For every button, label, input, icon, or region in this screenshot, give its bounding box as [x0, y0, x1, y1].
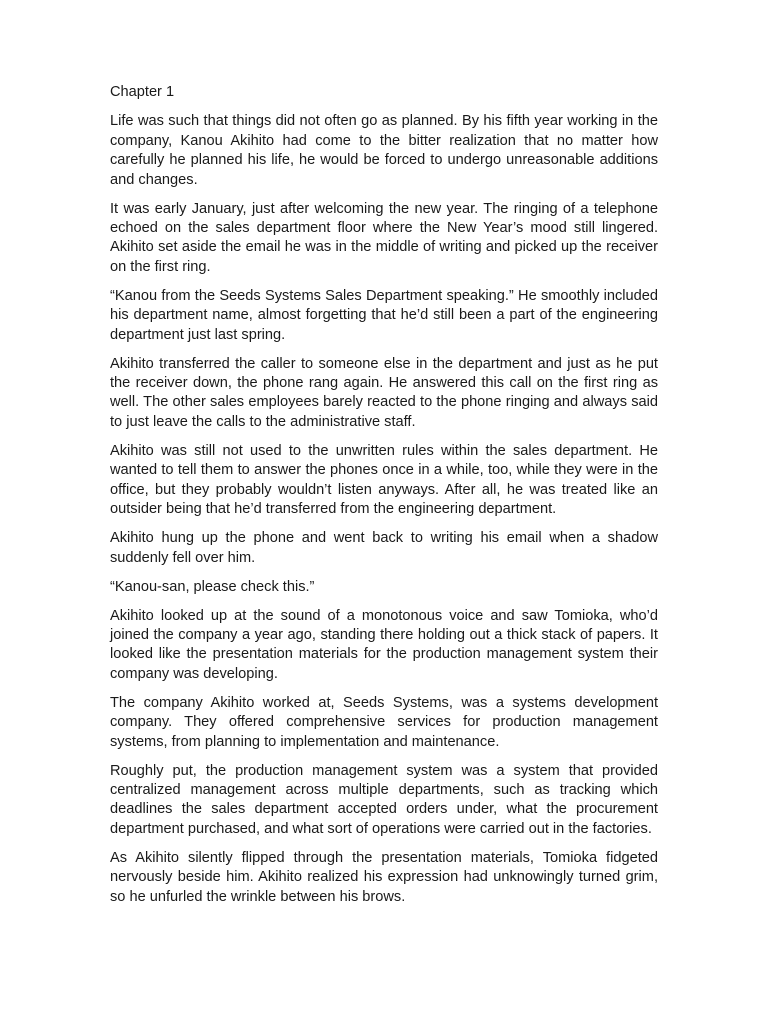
paragraph-8: Akihito looked up at the sound of a monotonous voice and saw Tomioka, who’d joined the company a year ago, standing there holding out a thick stack of papers. It looked like the presentation materials for the production management system their company was developing.	[110, 607, 658, 682]
paragraph-7: “Kanou-san, please check this.”	[110, 578, 315, 595]
paragraph-6: Akihito hung up the phone and went back to writing his email when a shadow suddenly fell over him.	[110, 530, 658, 566]
paragraph-5: Akihito was still not used to the unwritten rules within the sales department. He wanted to tell them to answer the phones once in a while, too, while they were in the office, but they probably wouldn’t listen anyways. After all, he was treated like an outsider being that he’d transferred from the engineering department.	[110, 442, 658, 518]
chapter-heading: Chapter 1	[110, 84, 175, 100]
paragraph-2: It was early January, just after welcoming the new year. The ringing of a telephone echoed on the sales department floor where the New Year’s mood still lingered. Akihito set aside the email he was in the middle of writing and picked up the receiver on the first ring.	[110, 200, 658, 275]
paragraph-11: As Akihito silently flipped through the presentation materials, Tomioka fidgeted nervously beside him. Akihito realized his expression had unknowingly turned grim, so he unfurled the wrinkle between his brows.	[110, 849, 658, 905]
paragraph-10: Roughly put, the production management system was a system that provided centralized management across multiple departments, such as tracking which deadlines the sales department accepted orders under, what the procurement department purchased, and what sort of operations were carried out in the factories.	[110, 762, 658, 837]
paragraph-9: The company Akihito worked at, Seeds Systems, was a systems development company. They offered comprehensive services for production management systems, from planning to implementation and maintenance.	[110, 694, 658, 750]
paragraph-3: “Kanou from the Seeds Systems Sales Department speaking.” He smoothly included his department name, almost forgetting that he’d still been a part of the engineering department just last spring.	[110, 287, 658, 343]
paragraph-1: Life was such that things did not often go as planned. By his fifth year working in the company, Kanou Akihito had come to the bitter realization that no matter how carefully he planned his life, he would be forced to undergo unreasonable additions and changes.	[110, 113, 658, 188]
document-page	[110, 83, 658, 907]
paragraph-4: Akihito transferred the caller to someone else in the department and just as he put the receiver down, the phone rang again. He answered this call on the first ring as well. The other sales employees barely reacted to the phone ringing and always said to just leave the calls to the administrative staff.	[110, 355, 658, 430]
